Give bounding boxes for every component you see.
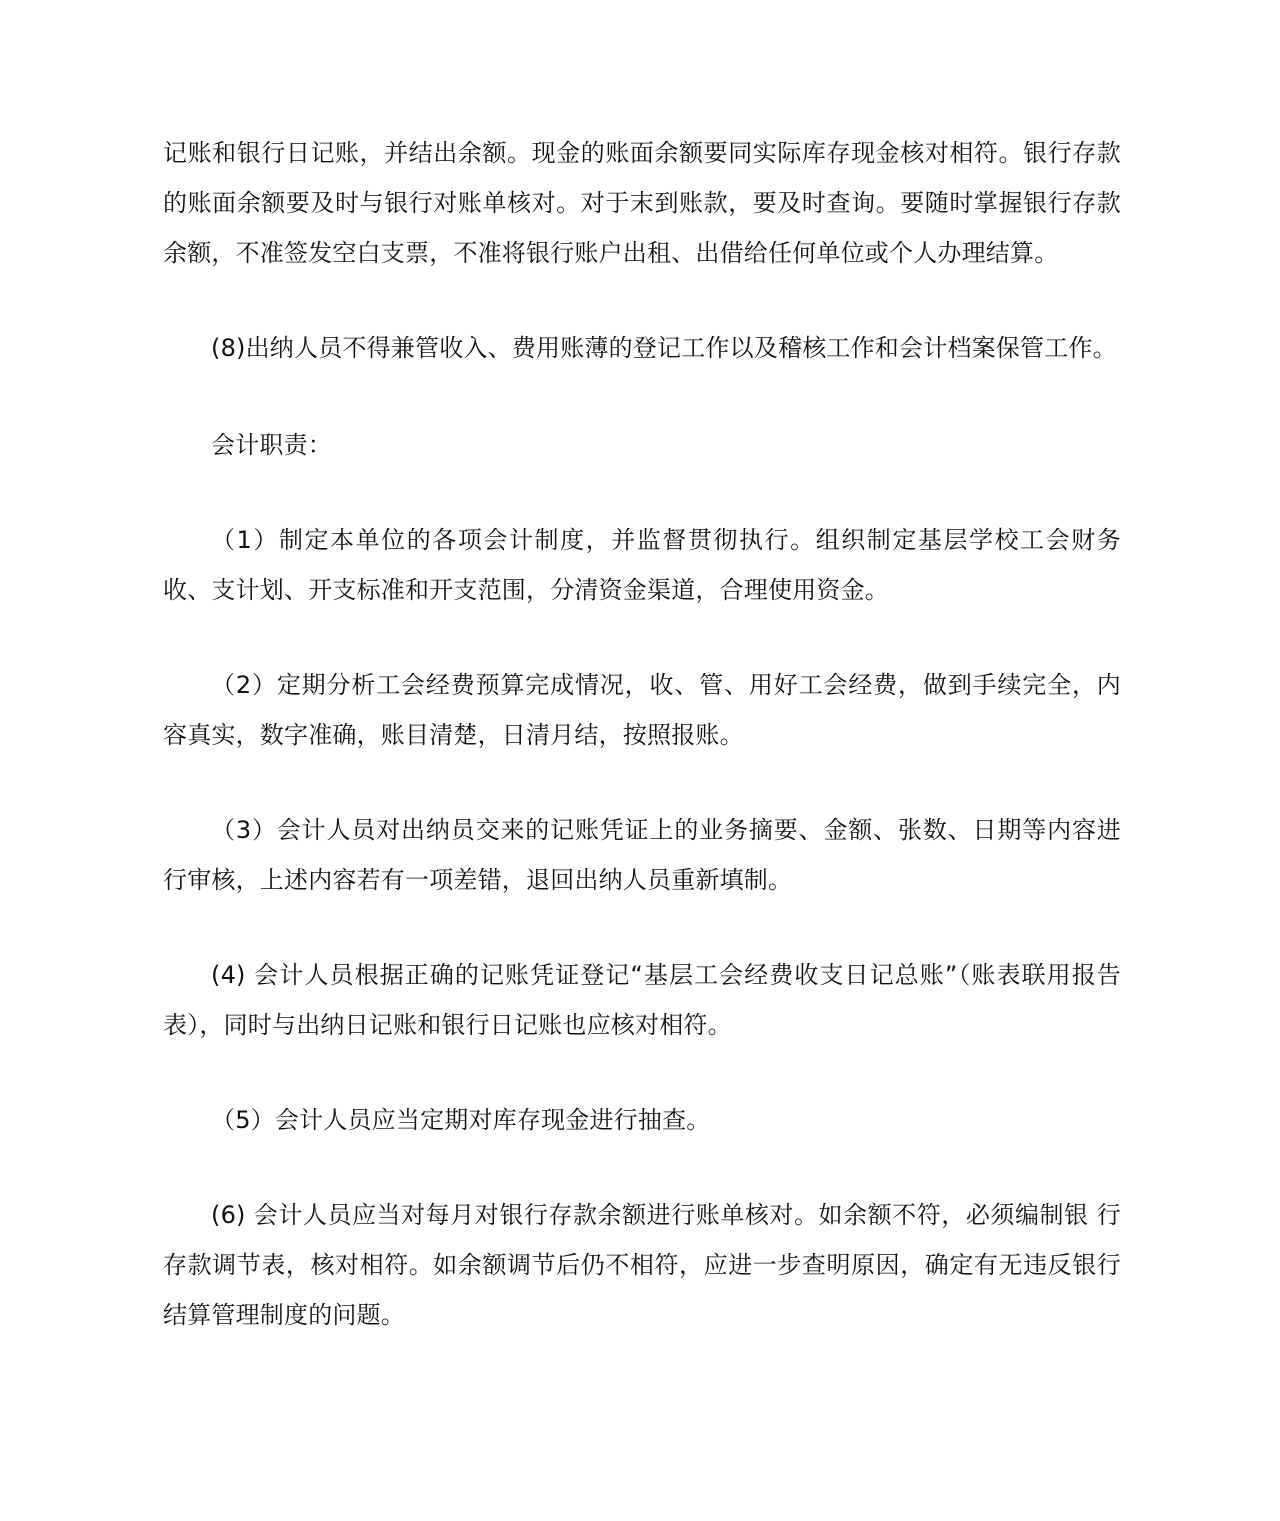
paragraph-cashier-balance: 记账和银行日记账，并结出余额。现金的账面余额要同实际库存现金核对相符。银行存款的账面余额要及时与银行对账单核对。对于末到账款，要及时查询。要随时掌握银行存款余额，不准签发空白支票，不准将银行账户出租、出借给任何单位或个人办理结算。 (163, 139, 1121, 267)
paragraph-accountant-duty-6: (6) 会计人员应当对每月对银行存款余额进行账单核对。如余额不符，必须编制银 行存款调节表，核对相符。如余额调节后仍不相符，应进一步查明原因，确定有无违反银行结算管理制度的问题。 (163, 1201, 1121, 1329)
section-heading-accountant-duties: 会计职责： (211, 431, 332, 459)
paragraph-cashier-rule-8: (8)出纳人员不得兼管收入、费用账薄的登记工作以及稽核工作和会计档案保管工作。 (211, 334, 1117, 362)
paragraph-accountant-duty-4: (4) 会计人员根据正确的记账凭证登记“基层工会经费收支日记总账”（账表联用报告表），同时与出纳日记账和银行日记账也应核对相符。 (163, 961, 1121, 1039)
paragraph-accountant-duty-5: （5）会计人员应当定期对库存现金进行抽查。 (211, 1106, 711, 1134)
paragraph-accountant-duty-3: （3）会计人员对出纳员交来的记账凭证上的业务摘要、金额、张数、日期等内容进行审核，上述内容若有一项差错，退回出纳人员重新填制。 (163, 816, 1121, 894)
paragraph-accountant-duty-1: （1）制定本单位的各项会计制度，并监督贯彻执行。组织制定基层学校工会财务收、支计划、开支标准和开支范围，分清资金渠道，合理使用资金。 (163, 526, 1121, 604)
paragraph-accountant-duty-2: （2）定期分析工会经费预算完成情况，收、管、用好工会经费，做到手续完全，内容真实，数字准确，账目清楚，日清月结，按照报账。 (163, 671, 1121, 749)
